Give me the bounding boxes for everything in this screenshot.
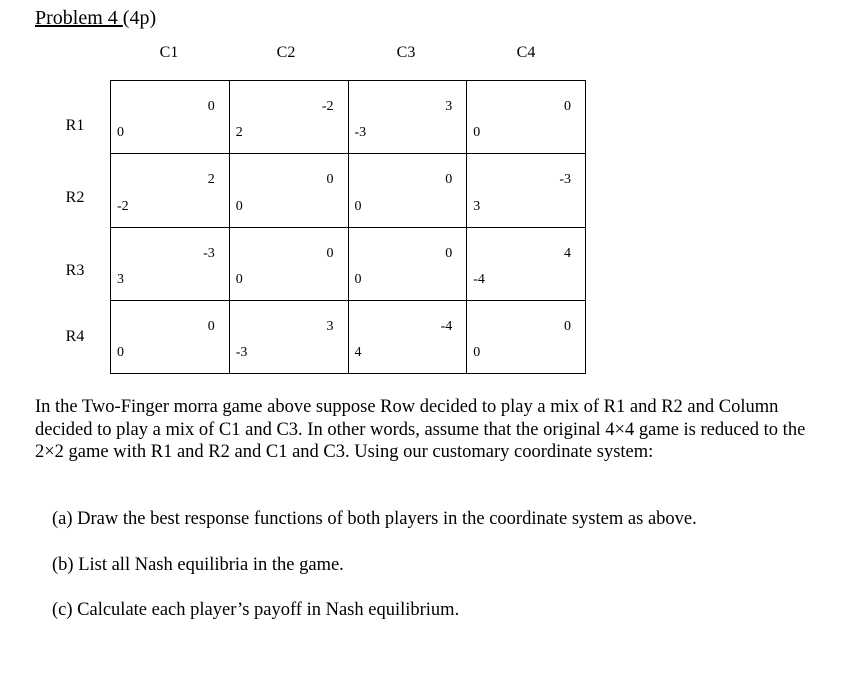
payoff-cell-r1-c2: [230, 81, 349, 154]
payoff-cell-r2-c3: [349, 154, 468, 227]
payoff-cell-r3-c4: [467, 228, 586, 301]
payoff-cell-r2-c1: [111, 154, 230, 227]
row-payoff: 0: [117, 345, 124, 360]
question-c: (c) Calculate each player’s payoff in Nash equilibrium.: [52, 600, 460, 620]
column-payoff: 0: [564, 318, 571, 334]
column-payoff: 0: [564, 99, 571, 114]
payoff-cell-r2-c2: [230, 154, 349, 227]
row-header-r1: R1: [65, 117, 85, 134]
payoff-cell-r1-c4: [467, 81, 586, 154]
column-payoff: -3: [203, 245, 215, 261]
row-payoff: 3: [473, 198, 481, 214]
column-payoff: 0: [445, 245, 453, 261]
payoff-cell-r4-c2: [230, 301, 349, 374]
column-header-c1: C1: [159, 44, 179, 61]
column-payoff: 3: [326, 318, 334, 334]
payoff-matrix: [110, 80, 586, 374]
row-header-r2: R2: [65, 189, 85, 206]
row-header-r3: R3: [65, 262, 85, 279]
payoff-cell-r1-c3: [349, 81, 468, 154]
row-payoff: 0: [473, 345, 481, 360]
payoff-cell-r4-c4: [467, 301, 586, 374]
row-payoff: 0: [117, 125, 124, 141]
question-a: (a) Draw the best response functions of both players in the coordinate system as above.: [52, 509, 697, 529]
column-header-c2: C2: [276, 44, 296, 61]
payoff-cell-r3-c3: [349, 228, 468, 301]
row-payoff: 0: [235, 198, 243, 214]
column-payoff: -3: [559, 172, 571, 188]
question-b: (b) List all Nash equilibria in the game.: [52, 555, 344, 575]
row-payoff: 4: [354, 345, 362, 360]
column-payoff: 3: [445, 99, 453, 114]
column-header-c3: C3: [396, 44, 416, 61]
row-payoff: 0: [354, 198, 362, 214]
column-payoff: -4: [440, 318, 453, 334]
payoff-cell-r4-c3: [349, 301, 468, 374]
row-payoff: 0: [354, 271, 362, 287]
column-header-c4: C4: [516, 44, 536, 61]
row-payoff: -3: [354, 125, 367, 141]
row-payoff: 0: [473, 125, 481, 141]
column-payoff: 0: [326, 172, 334, 188]
problem-points: (4p): [122, 7, 157, 29]
column-payoff: 4: [564, 245, 571, 261]
payoff-cell-r3-c2: [230, 228, 349, 301]
row-header-r4: R4: [65, 328, 85, 345]
problem-description: In the Two-Finger morra game above suppose Row decided to play a mix of R1 and R2 and Column decided to play a mix of C1 and C3. In other words, assume that the original 4×4 game is reduced to the 2×2 game with R1 and R2 and C1 and C3. Using our customary coordinate system:: [35, 397, 806, 462]
payoff-cell-r1-c1: [111, 81, 230, 154]
payoff-cell-r3-c1: [111, 228, 230, 301]
column-payoff: 0: [326, 245, 334, 261]
problem-label: Problem 4: [35, 7, 123, 29]
column-payoff: 2: [207, 172, 215, 188]
problem-title: [35, 7, 156, 30]
row-payoff: 3: [117, 271, 124, 287]
row-payoff: -4: [473, 271, 485, 287]
column-payoff: 0: [207, 99, 215, 114]
payoff-cell-r2-c4: [467, 154, 586, 227]
column-payoff: 0: [445, 172, 453, 188]
column-payoff: -2: [321, 99, 334, 114]
payoff-cell-r4-c1: [111, 301, 230, 374]
row-payoff: -2: [117, 198, 129, 214]
row-payoff: -3: [235, 345, 248, 360]
row-payoff: 0: [235, 271, 243, 287]
row-payoff: 2: [235, 125, 243, 141]
column-payoff: 0: [207, 318, 215, 334]
